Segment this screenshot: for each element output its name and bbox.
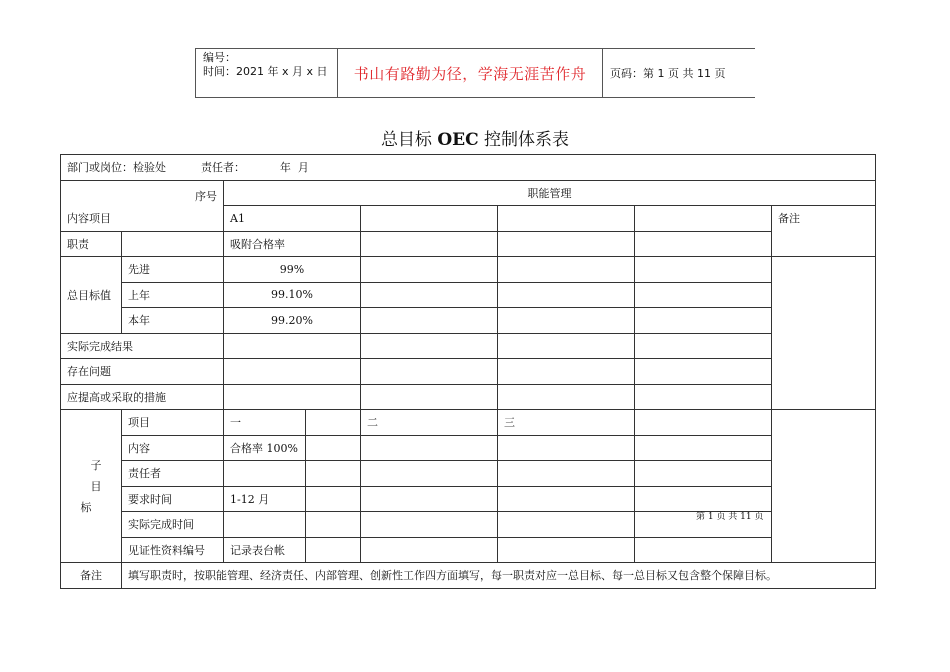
blank-cell [635, 282, 772, 308]
blank-cell [306, 461, 361, 487]
blank-cell [498, 231, 635, 257]
seq-label: 序号 [195, 190, 217, 203]
page-number: 第 1 页 共 11 页 [696, 512, 764, 522]
document-header [195, 48, 755, 98]
blank-cell [635, 537, 772, 563]
blank-cell [498, 257, 635, 283]
content-label: 内容 [122, 435, 224, 461]
required-time-label: 要求时间 [122, 486, 224, 512]
title-prefix: 总目标 [380, 130, 438, 150]
advanced-row [61, 257, 876, 283]
blank-cell [498, 206, 635, 232]
sub-item-row [61, 410, 876, 436]
blank-cell [635, 461, 772, 487]
sub-target-char-2: 目 [90, 479, 102, 493]
blank-cell [306, 512, 361, 538]
actual-result-row [61, 333, 876, 359]
blank-cell [361, 308, 498, 334]
footer-remark-row [61, 563, 876, 589]
time-label: 时间：2021 年 x 月 x 日 [203, 65, 328, 78]
blank-cell [498, 461, 635, 487]
blank-cell [361, 461, 498, 487]
content-item-label: 内容项目 [67, 212, 111, 225]
required-time-value: 1-12 月 [224, 486, 306, 512]
blank-cell [361, 206, 498, 232]
blank-cell [635, 359, 772, 385]
blank-cell [498, 308, 635, 334]
blank-cell [635, 231, 772, 257]
this-year-row [61, 308, 876, 334]
last-year-label: 上年 [122, 282, 224, 308]
title-suffix: 控制体系表 [478, 130, 570, 150]
blank-cell [498, 435, 635, 461]
blank-cell [361, 231, 498, 257]
remark-header: 备注 [772, 206, 876, 257]
blank-cell [498, 512, 635, 538]
blank-cell [498, 486, 635, 512]
blank-cell [361, 512, 498, 538]
sub-evidence-row [61, 537, 876, 563]
blank-cell [361, 435, 498, 461]
title-en: OEC [437, 130, 479, 150]
blank-cell [635, 435, 772, 461]
blank-cell [635, 384, 772, 410]
blank-cell [361, 359, 498, 385]
content-value [224, 435, 306, 461]
blank-cell [635, 486, 772, 512]
item-label: 项目 [122, 410, 224, 436]
blank-cell [224, 461, 306, 487]
blank-cell [498, 384, 635, 410]
this-year-label: 本年 [122, 308, 224, 334]
content-value-text: 合格率 [230, 441, 267, 455]
blank-cell [635, 410, 772, 436]
blank-cell [635, 257, 772, 283]
duty-value: 吸附合格率 [224, 231, 361, 257]
header-meta [196, 49, 338, 97]
blank-cell [498, 333, 635, 359]
issues-label: 存在问题 [61, 359, 224, 385]
dept-cell: 部门或岗位：检验处 责任者： 年 月 [61, 155, 876, 181]
item-2: 二 [361, 410, 498, 436]
blank-cell [498, 282, 635, 308]
actual-result-label: 实际完成结果 [61, 333, 224, 359]
item-1: 一 [224, 410, 306, 436]
blank-cell [224, 384, 361, 410]
sub-target-char-1: 子 [90, 458, 102, 472]
evidence-value: 记录表台帐 [224, 537, 306, 563]
measures-row [61, 384, 876, 410]
blank-cell [498, 359, 635, 385]
duty-label: 职责 [61, 231, 122, 257]
blank-cell [306, 537, 361, 563]
blank-cell [361, 282, 498, 308]
sub-responsible-row [61, 461, 876, 487]
footer-remark-text: 填写职责时，按职能管理、经济责任、内部管理、创新性工作四方面填写，每一职责对应一总目标、每一总目标又包含整个保障目标。 [122, 563, 876, 589]
blank-cell [361, 333, 498, 359]
blank-cell [635, 333, 772, 359]
blank-cell [306, 435, 361, 461]
header-motto: 书山有路勤为径，学海无涯苦作舟 [338, 49, 603, 97]
duty-row [61, 231, 876, 257]
blank-cell [635, 308, 772, 334]
advanced-label: 先进 [122, 257, 224, 283]
total-target-label: 总目标值 [61, 257, 122, 334]
blank-cell [224, 333, 361, 359]
actual-time-label: 实际完成时间 [122, 512, 224, 538]
remark-column [772, 257, 876, 410]
sub-target-char-3: 标 [80, 500, 92, 514]
blank-cell [361, 486, 498, 512]
header-row-1 [61, 180, 876, 206]
blank-cell [361, 384, 498, 410]
function-mgmt-header: 职能管理 [224, 180, 876, 206]
blank-cell [224, 512, 306, 538]
a1-cell: A1 [224, 206, 361, 232]
blank-cell [306, 486, 361, 512]
responsible-label: 责任者 [122, 461, 224, 487]
serial-label: 编号： [203, 51, 236, 64]
blank-cell [122, 231, 224, 257]
sub-target-label [61, 410, 122, 563]
issues-row [61, 359, 876, 385]
dept-row [61, 155, 876, 181]
blank-cell [361, 537, 498, 563]
blank-cell [635, 206, 772, 232]
header-page-info: 页码：第 1 页 共 11 页 [610, 67, 726, 80]
seq-content-cell [61, 180, 224, 231]
evidence-label: 见证性资料编号 [122, 537, 224, 563]
blank-cell [498, 537, 635, 563]
blank-cell [361, 257, 498, 283]
advanced-value: 99% [224, 257, 361, 283]
last-year-value: 99.10% [224, 282, 361, 308]
footer-remark-label: 备注 [61, 563, 122, 589]
sub-content-row [61, 435, 876, 461]
oec-control-table [60, 154, 876, 589]
sub-required-time-row [61, 486, 876, 512]
last-year-row [61, 282, 876, 308]
this-year-value: 99.20% [224, 308, 361, 334]
blank-cell [306, 410, 361, 436]
sub-remark-column [772, 410, 876, 563]
item-3: 三 [498, 410, 635, 436]
blank-cell [224, 359, 361, 385]
content-value-num: 100% [266, 441, 298, 455]
page-title [0, 125, 950, 150]
measures-label: 应提高或采取的措施 [61, 384, 224, 410]
